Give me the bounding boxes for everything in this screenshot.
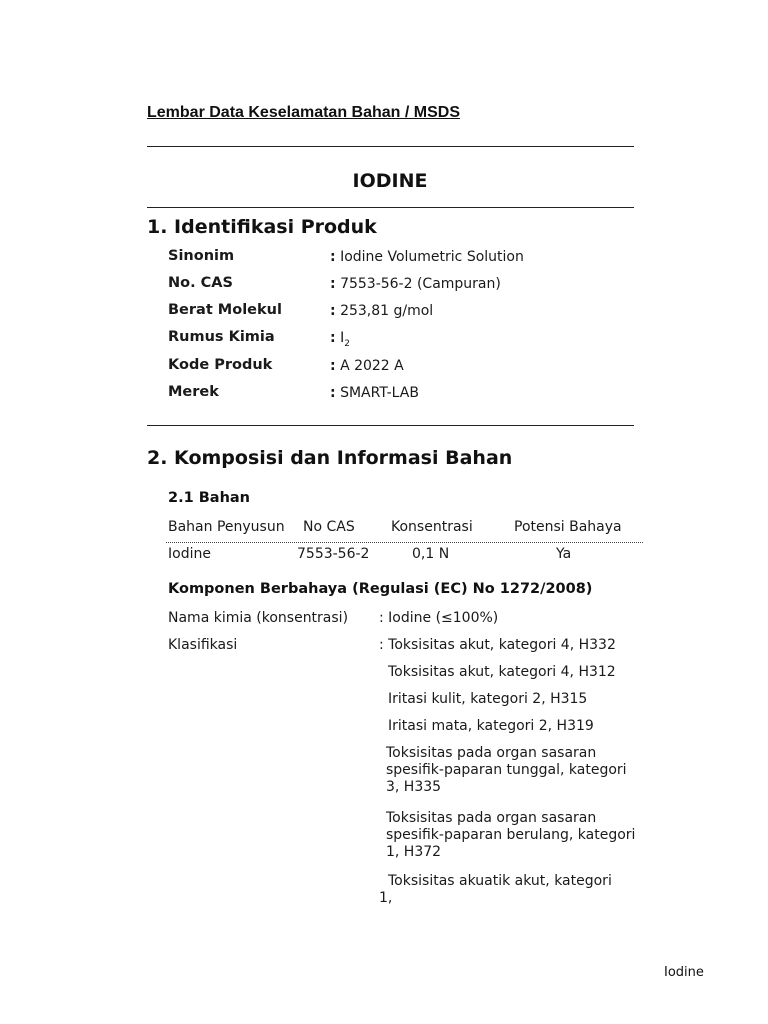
chem-name-label: Nama kimia (konsentrasi) bbox=[168, 610, 349, 626]
classification-label: Klasifikasi bbox=[168, 637, 238, 653]
section-1-heading: 1. Identifikasi Produk bbox=[147, 216, 377, 238]
hazard-heading: Komponen Berbahaya (Regulasi (EC) No 1272/2008) bbox=[168, 581, 593, 597]
table-header-bahan: Bahan Penyusun bbox=[168, 519, 285, 535]
classification-item-continued: 1, bbox=[379, 890, 393, 906]
table-header-cas: No CAS bbox=[303, 519, 355, 535]
table-cell-cas: 7553-56-2 bbox=[297, 546, 370, 562]
divider bbox=[147, 207, 634, 208]
classification-item: Toksisitas akuatik akut, kategori bbox=[388, 873, 612, 889]
divider bbox=[147, 146, 634, 147]
classification-item: Iritasi mata, kategori 2, H319 bbox=[388, 718, 594, 734]
document-title: Lembar Data Keselamatan Bahan / MSDS bbox=[147, 104, 460, 121]
table-cell-bahan: Iodine bbox=[168, 546, 211, 562]
chem-name-value: : Iodine (≤100%) bbox=[379, 610, 499, 626]
label-cas: No. CAS bbox=[168, 275, 233, 291]
label-kode-produk: Kode Produk bbox=[168, 357, 273, 373]
product-name: IODINE bbox=[352, 170, 428, 192]
value-merek: : SMART-LAB bbox=[330, 385, 419, 401]
table-header-konsentrasi: Konsentrasi bbox=[391, 519, 473, 535]
section-2-heading: 2. Komposisi dan Informasi Bahan bbox=[147, 447, 513, 469]
subsection-heading: 2.1 Bahan bbox=[168, 490, 251, 506]
label-merek: Merek bbox=[168, 384, 219, 400]
classification-item: Toksisitas pada organ sasaran spesifik-paparan tunggal, kategori 3, H335 bbox=[386, 745, 627, 795]
value-kode-produk: : A 2022 A bbox=[330, 358, 404, 374]
value-cas: : 7553-56-2 (Campuran) bbox=[330, 276, 501, 292]
value-rumus-kimia: : $I_2$ bbox=[330, 330, 350, 349]
classification-item: : Toksisitas akut, kategori 4, H332 bbox=[379, 637, 616, 653]
label-rumus-kimia: Rumus Kimia bbox=[168, 329, 275, 345]
classification-item: Toksisitas akut, kategori 4, H312 bbox=[388, 664, 616, 680]
table-header-potensi: Potensi Bahaya bbox=[514, 519, 622, 535]
value-sinonim: : Iodine Volumetric Solution bbox=[330, 249, 524, 265]
label-berat-molekul: Berat Molekul bbox=[168, 302, 282, 318]
page-footer: Iodine bbox=[664, 965, 704, 980]
value-berat-molekul: : 253,81 g/mol bbox=[330, 303, 434, 319]
table-divider bbox=[166, 542, 643, 543]
classification-item: Toksisitas pada organ sasaran spesifik-paparan berulang, kategori 1, H372 bbox=[386, 810, 636, 860]
divider bbox=[147, 425, 634, 426]
classification-item: Iritasi kulit, kategori 2, H315 bbox=[388, 691, 588, 707]
table-cell-potensi: Ya bbox=[556, 546, 572, 562]
table-cell-konsentrasi: 0,1 N bbox=[412, 546, 450, 562]
label-sinonim: Sinonim bbox=[168, 248, 235, 264]
